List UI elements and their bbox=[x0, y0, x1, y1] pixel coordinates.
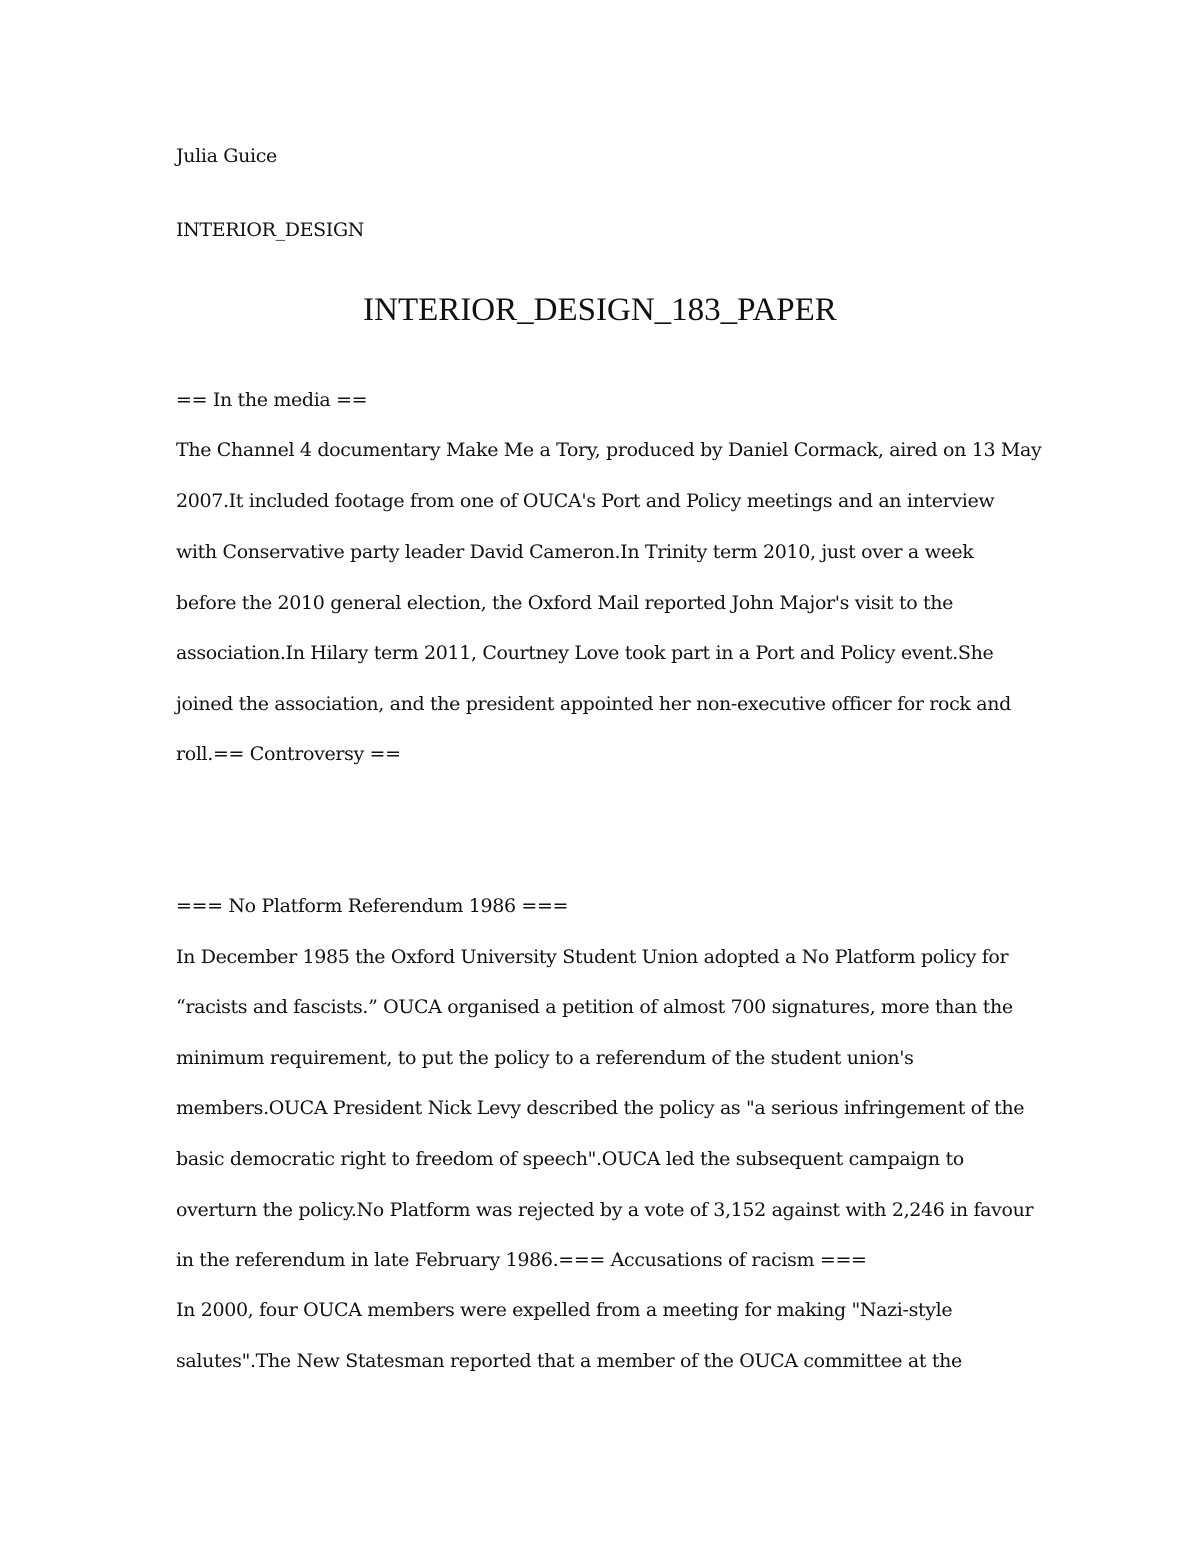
course-name: INTERIOR_DESIGN bbox=[176, 219, 365, 241]
section-heading-referendum: === No Platform Referendum 1986 === bbox=[176, 895, 569, 917]
paragraph-line: basic democratic right to freedom of speech".OUCA led the subsequent campaign to bbox=[176, 1148, 964, 1170]
paragraph-line: salutes".The New Statesman reported that a member of the OUCA committee at the bbox=[176, 1350, 962, 1372]
paragraph-line: minimum requirement, to put the policy to a referendum of the student union's bbox=[176, 1047, 914, 1069]
paper-title: INTERIOR_DESIGN_183_PAPER bbox=[363, 292, 837, 328]
paragraph-line: with Conservative party leader David Cameron.In Trinity term 2010, just over a week bbox=[176, 541, 974, 563]
paragraph-line: roll.== Controversy == bbox=[176, 743, 401, 765]
paragraph-line: members.OUCA President Nick Levy described the policy as "a serious infringement of the bbox=[176, 1097, 1025, 1119]
paragraph-line: In 2000, four OUCA members were expelled from a meeting for making "Nazi-style bbox=[176, 1299, 953, 1321]
paragraph-line: “racists and fascists.” OUCA organised a petition of almost 700 signatures, more than the bbox=[176, 996, 1013, 1018]
paragraph-line: The Channel 4 documentary Make Me a Tory, produced by Daniel Cormack, aired on 13 May bbox=[176, 439, 1042, 461]
author-name: Julia Guice bbox=[176, 145, 277, 167]
section-heading-media: == In the media == bbox=[176, 389, 368, 411]
paragraph-line: In December 1985 the Oxford University Student Union adopted a No Platform policy for bbox=[176, 946, 1009, 968]
paragraph-line: 2007.It included footage from one of OUCA's Port and Policy meetings and an interview bbox=[176, 490, 995, 512]
paragraph-line: association.In Hilary term 2011, Courtney Love took part in a Port and Policy event.She bbox=[176, 642, 994, 664]
paragraph-line: in the referendum in late February 1986.=== Accusations of racism === bbox=[176, 1249, 867, 1271]
paragraph-line: joined the association, and the president appointed her non-executive officer for rock and bbox=[176, 693, 1011, 715]
paragraph-line: overturn the policy.No Platform was rejected by a vote of 3,152 against with 2,246 in favour bbox=[176, 1199, 1034, 1221]
paragraph-line: before the 2010 general election, the Oxford Mail reported John Major's visit to the bbox=[176, 592, 954, 614]
